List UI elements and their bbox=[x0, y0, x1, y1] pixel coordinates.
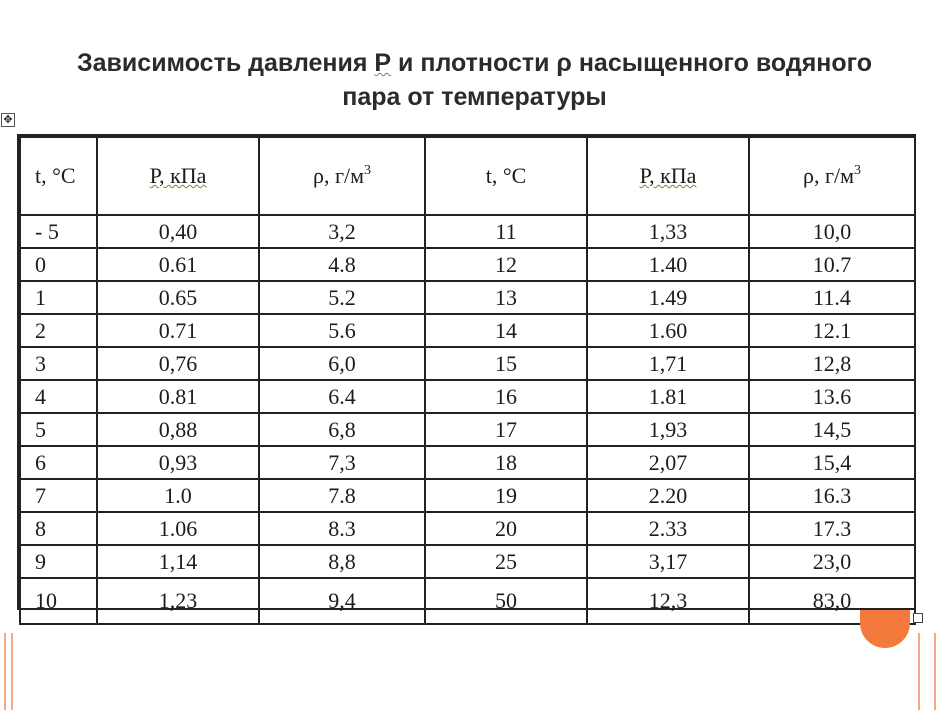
table-row bbox=[20, 281, 915, 314]
table-cell: 6,8 bbox=[259, 413, 425, 446]
table-row bbox=[20, 314, 915, 347]
table-cell: 15,4 bbox=[749, 446, 915, 479]
table-cell: 0,88 bbox=[97, 413, 259, 446]
table-cell: 5.2 bbox=[259, 281, 425, 314]
table-cell: 12.1 bbox=[749, 314, 915, 347]
table-row bbox=[20, 347, 915, 380]
table-cell: 7 bbox=[20, 479, 97, 512]
table-cell: 23,0 bbox=[749, 545, 915, 578]
table-cell: 83,0 bbox=[749, 578, 915, 624]
table-cell: 3,2 bbox=[259, 215, 425, 248]
header-density-1-superscript: 3 bbox=[364, 163, 372, 178]
table-cell: 0.61 bbox=[97, 248, 259, 281]
table-row bbox=[20, 380, 915, 413]
decorative-right-lines bbox=[918, 633, 936, 710]
table-body bbox=[20, 215, 915, 624]
table-row bbox=[20, 413, 915, 446]
title-line-2: пара от температуры bbox=[342, 83, 607, 111]
table-cell: 8,8 bbox=[259, 545, 425, 578]
table-cell: 2,07 bbox=[587, 446, 749, 479]
table-row bbox=[20, 512, 915, 545]
table-cell: 10,0 bbox=[749, 215, 915, 248]
table-cell: 1.60 bbox=[587, 314, 749, 347]
table-cell: 12 bbox=[425, 248, 587, 281]
table-row bbox=[20, 248, 915, 281]
move-glyph: ✥ bbox=[3, 113, 13, 126]
table-cell: 1 bbox=[20, 281, 97, 314]
table-cell: 10 bbox=[20, 578, 97, 624]
table-cell: 13.6 bbox=[749, 380, 915, 413]
table-cell: 20 bbox=[425, 512, 587, 545]
table-row bbox=[20, 446, 915, 479]
move-icon[interactable] bbox=[1, 113, 15, 127]
table-cell: 3,17 bbox=[587, 545, 749, 578]
table-cell: 1.81 bbox=[587, 380, 749, 413]
table-cell: 0,76 bbox=[97, 347, 259, 380]
header-density-2: ρ, $г/м^3$ bbox=[749, 137, 915, 215]
table-cell: 2.33 bbox=[587, 512, 749, 545]
header-density-1: ρ, $г/м^3$ bbox=[259, 137, 425, 215]
table-cell: 50 bbox=[425, 578, 587, 624]
title-pressure-symbol: Р bbox=[374, 49, 392, 77]
table-cell: 6,0 bbox=[259, 347, 425, 380]
table-cell: 25 bbox=[425, 545, 587, 578]
table-cell: 14,5 bbox=[749, 413, 915, 446]
table-cell: 0 bbox=[20, 248, 97, 281]
table-cell: 14 bbox=[425, 314, 587, 347]
table-row bbox=[20, 545, 915, 578]
title-line-1-start: Зависимость давления bbox=[76, 49, 375, 77]
table-cell: 0,40 bbox=[97, 215, 259, 248]
table-cell: 0.71 bbox=[97, 314, 259, 347]
table-cell: 6.4 bbox=[259, 380, 425, 413]
table-cell: 1.40 bbox=[587, 248, 749, 281]
table-cell: 7.8 bbox=[259, 479, 425, 512]
table-cell: 1.0 bbox=[97, 479, 259, 512]
table-cell: 1.49 bbox=[587, 281, 749, 314]
table-cell: 4 bbox=[20, 380, 97, 413]
table-cell: 11 bbox=[425, 215, 587, 248]
table-cell: 1,93 bbox=[587, 413, 749, 446]
title-line-1 bbox=[0, 46, 949, 80]
table-cell: 2 bbox=[20, 314, 97, 347]
table-cell: 1,33 bbox=[587, 215, 749, 248]
table-cell: 16.3 bbox=[749, 479, 915, 512]
table-cell: 0.81 bbox=[97, 380, 259, 413]
table-cell: 11.4 bbox=[749, 281, 915, 314]
table-cell: 1.06 bbox=[97, 512, 259, 545]
table-cell: 8.3 bbox=[259, 512, 425, 545]
table-row bbox=[20, 479, 915, 512]
table-cell: 3 bbox=[20, 347, 97, 380]
pressure-density-table bbox=[19, 136, 916, 625]
table-cell: 10.7 bbox=[749, 248, 915, 281]
table-cell: 12,3 bbox=[587, 578, 749, 624]
header-density-2-superscript: 3 bbox=[854, 163, 862, 178]
resize-handle-icon[interactable] bbox=[913, 613, 923, 623]
header-temperature-2: t, °C bbox=[425, 137, 587, 215]
table-cell: 13 bbox=[425, 281, 587, 314]
table-cell: 9 bbox=[20, 545, 97, 578]
header-pressure-1: Р, кПа bbox=[97, 137, 259, 215]
table-cell: 19 bbox=[425, 479, 587, 512]
table-cell: 8 bbox=[20, 512, 97, 545]
page-title bbox=[0, 46, 949, 114]
table-cell: 1,23 bbox=[97, 578, 259, 624]
table-cell: 1,71 bbox=[587, 347, 749, 380]
table-cell: 17.3 bbox=[749, 512, 915, 545]
header-pressure-2: Р, кПа bbox=[587, 137, 749, 215]
title-line-1-end: и плотности ρ насыщенного водяного bbox=[391, 49, 873, 77]
table-cell: 2.20 bbox=[587, 479, 749, 512]
table-header-row bbox=[20, 137, 915, 215]
table-row bbox=[20, 215, 915, 248]
table-cell: - 5 bbox=[20, 215, 97, 248]
table-cell: 16 bbox=[425, 380, 587, 413]
table-cell: 9,4 bbox=[259, 578, 425, 624]
table-cell: 17 bbox=[425, 413, 587, 446]
table-cell: 5 bbox=[20, 413, 97, 446]
table-cell: 0.65 bbox=[97, 281, 259, 314]
table-cell: 18 bbox=[425, 446, 587, 479]
table-row bbox=[20, 578, 915, 624]
table-cell: 7,3 bbox=[259, 446, 425, 479]
table-cell: 12,8 bbox=[749, 347, 915, 380]
data-table-container bbox=[17, 134, 916, 613]
table-cell: 4.8 bbox=[259, 248, 425, 281]
decorative-orange-shape bbox=[860, 610, 910, 648]
header-temperature-1: t, °C bbox=[20, 137, 97, 215]
table-cell: 6 bbox=[20, 446, 97, 479]
table-cell: 15 bbox=[425, 347, 587, 380]
table-cell: 1,14 bbox=[97, 545, 259, 578]
table-cell: 5.6 bbox=[259, 314, 425, 347]
decorative-left-lines bbox=[4, 633, 13, 710]
table-cell: 0,93 bbox=[97, 446, 259, 479]
